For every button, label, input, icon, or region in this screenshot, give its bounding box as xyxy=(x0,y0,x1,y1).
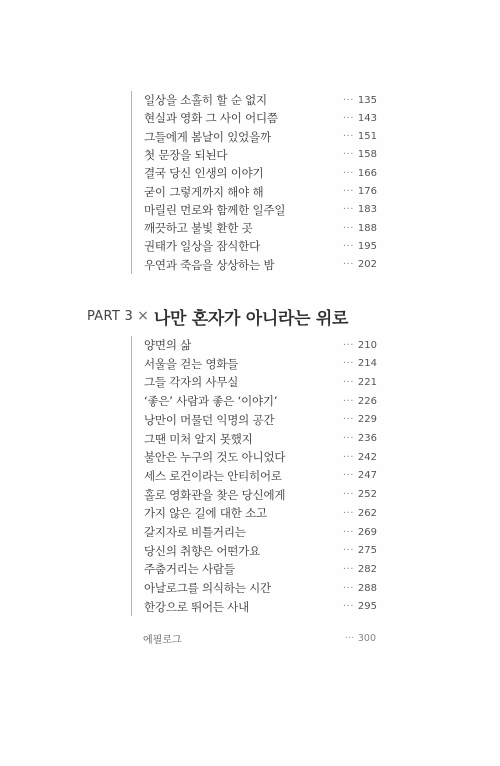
leader-dots: ··· xyxy=(342,433,354,444)
toc-entry[interactable] xyxy=(144,598,377,616)
leader-dots: ··· xyxy=(342,414,354,426)
toc-entry-page-number: 151 xyxy=(357,131,377,143)
toc-entry[interactable] xyxy=(144,392,377,410)
toc-entry-page xyxy=(343,414,377,425)
leader-dots: ··· xyxy=(344,632,354,644)
part3-label: PART 3 xyxy=(87,308,134,324)
part3-title: 나만 혼자가 아니라는 위로 xyxy=(153,308,349,329)
toc-entry-page xyxy=(343,433,377,444)
toc-entry-title: 불안은 누구의 것도 아니었다 xyxy=(144,450,286,465)
toc-entry-page xyxy=(343,470,377,481)
leader-dots: ··· xyxy=(342,470,354,482)
toc-entry-page-number: 226 xyxy=(357,395,377,407)
toc-entry-page xyxy=(343,241,377,252)
toc-entry-title: ‘좋은’ 사람과 좋은 ‘이야기’ xyxy=(144,394,278,409)
toc-entry-page xyxy=(343,396,377,407)
toc-entry[interactable] xyxy=(144,467,377,485)
toc-entry[interactable] xyxy=(144,336,377,354)
epilogue-page xyxy=(345,633,376,644)
toc-entry[interactable] xyxy=(144,146,377,164)
toc-entry-page xyxy=(343,489,377,500)
leader-dots: ··· xyxy=(342,186,354,197)
toc-entry[interactable] xyxy=(144,560,377,578)
toc-entry-page-number: 295 xyxy=(357,601,377,613)
toc-entry[interactable] xyxy=(144,237,377,255)
toc-entry[interactable] xyxy=(144,448,377,466)
toc-entry-page-number: 214 xyxy=(357,358,377,370)
toc-entry-page xyxy=(343,95,377,106)
toc-entry-title: 깨끗하고 불빛 환한 곳 xyxy=(144,221,253,236)
toc-entry-title: 굳이 그렇게까지 해야 해 xyxy=(144,184,264,199)
toc-entry-page-number: 242 xyxy=(357,451,377,463)
toc-entry-page-number: 269 xyxy=(357,526,377,538)
leader-dots: ··· xyxy=(342,259,354,271)
toc-entry-page-number: 143 xyxy=(357,112,377,124)
toc-entry-page-number: 262 xyxy=(357,507,377,519)
toc-entry-page-number: 188 xyxy=(357,222,377,234)
toc-epilogue-entry[interactable] xyxy=(143,630,376,646)
toc-part3-list xyxy=(131,336,377,616)
leader-dots: ··· xyxy=(342,582,354,594)
toc-entry-page xyxy=(343,259,377,270)
leader-dots: ··· xyxy=(342,240,354,252)
toc-entry-title: 결국 당신 인생의 이야기 xyxy=(144,166,264,181)
leader-dots: ··· xyxy=(342,489,354,501)
toc-entry-page-number: 176 xyxy=(357,186,377,197)
toc-entry-page xyxy=(343,545,377,556)
toc-entry-page xyxy=(343,377,377,388)
toc-entry[interactable] xyxy=(144,542,377,560)
toc-entry-title: 홀로 영화관을 찾은 당신에게 xyxy=(144,487,286,502)
leader-dots: ··· xyxy=(342,149,354,161)
leader-dots: ··· xyxy=(342,451,354,463)
toc-entry-title: 주춤거리는 사람들 xyxy=(144,562,235,577)
toc-entry-page-number: 229 xyxy=(357,414,377,426)
toc-entry-page xyxy=(343,601,377,612)
toc-entry[interactable] xyxy=(144,219,377,237)
toc-entry[interactable] xyxy=(144,91,377,109)
toc-entry[interactable] xyxy=(144,256,377,274)
toc-entry-page-number: 236 xyxy=(357,433,377,444)
toc-entry-page xyxy=(343,583,377,594)
toc-entry-page xyxy=(343,186,377,197)
leader-dots: ··· xyxy=(342,395,354,407)
toc-entry-page xyxy=(343,527,377,538)
toc-entry[interactable] xyxy=(144,128,377,146)
leader-dots: ··· xyxy=(342,563,354,575)
leader-dots: ··· xyxy=(342,112,354,124)
toc-entry-page xyxy=(343,340,377,351)
toc-entry-title: 일상을 소홀히 할 순 없지 xyxy=(144,93,267,107)
toc-entry[interactable] xyxy=(144,523,377,541)
toc-entry-page-number: 221 xyxy=(357,376,377,388)
toc-entry-page xyxy=(343,223,377,234)
toc-entry-title: 그들에게 봄날이 있었을까 xyxy=(144,129,271,144)
toc-entry-page xyxy=(343,168,377,179)
toc-entry-title: 한강으로 뛰어든 사내 xyxy=(144,599,250,614)
toc-entry-page-number: 166 xyxy=(357,167,377,179)
epilogue-page-number: 300 xyxy=(357,632,376,644)
leader-dots: ··· xyxy=(342,376,354,388)
toc-entry-title: 우연과 죽음을 상상하는 밤 xyxy=(144,257,275,272)
toc-entry-title: 양면의 삶 xyxy=(144,338,192,352)
toc-entry-page-number: 252 xyxy=(357,489,377,501)
toc-entry-page xyxy=(343,113,377,124)
leader-dots: ··· xyxy=(342,507,354,519)
toc-entry[interactable] xyxy=(144,430,377,448)
toc-entry-title: 권태가 일상을 잠식한다 xyxy=(144,239,260,254)
toc-entry-page xyxy=(343,508,377,519)
toc-entry-page xyxy=(343,452,377,463)
toc-entry-title: 현실과 영화 그 사이 어디쯤 xyxy=(144,111,278,126)
leader-dots: ··· xyxy=(342,131,354,143)
leader-dots: ··· xyxy=(342,358,354,370)
toc-entry[interactable] xyxy=(144,355,377,373)
toc-entry[interactable] xyxy=(144,164,377,182)
part3-separator: × xyxy=(137,308,149,324)
toc-entry-page-number: 275 xyxy=(357,545,377,557)
toc-entry-page xyxy=(343,131,377,142)
leader-dots: ··· xyxy=(342,545,354,557)
toc-entry-title: 그들 각자의 사무실 xyxy=(144,375,239,390)
toc-entry-title: 가지 않은 길에 대한 소고 xyxy=(144,506,267,521)
toc-entry[interactable] xyxy=(144,109,377,127)
toc-entry-page xyxy=(343,149,377,160)
toc-entry-page-number: 282 xyxy=(357,563,377,575)
toc-entry[interactable] xyxy=(144,486,377,504)
toc-entry-title: 갈지자로 비틀거리는 xyxy=(144,525,246,539)
toc-entry-page-number: 158 xyxy=(357,149,377,161)
toc-entry-title: 아날로그를 의식하는 시간 xyxy=(144,581,271,596)
toc-entry-page-number: 247 xyxy=(357,470,377,482)
toc-entry[interactable] xyxy=(144,411,377,429)
toc-entry-title: 서울을 걷는 영화들 xyxy=(144,356,239,371)
part3-header xyxy=(87,304,348,328)
leader-dots: ··· xyxy=(342,601,354,613)
toc-entry-title: 당신의 취향은 어떤가요 xyxy=(144,543,260,558)
leader-dots: ··· xyxy=(342,167,354,179)
toc-entry-page-number: 135 xyxy=(357,94,377,106)
toc-entry-page-number: 210 xyxy=(357,339,377,351)
toc-entry-page xyxy=(343,204,377,215)
toc-entry-page-number: 288 xyxy=(357,582,377,594)
leader-dots: ··· xyxy=(342,339,354,351)
toc-entry[interactable] xyxy=(144,579,377,597)
toc-entry-page-number: 202 xyxy=(357,259,377,271)
toc-entry[interactable] xyxy=(144,373,377,391)
toc-entry-title: 낭만이 머물던 익명의 공간 xyxy=(144,412,275,427)
toc-entry-page-number: 195 xyxy=(357,240,377,252)
leader-dots: ··· xyxy=(342,94,354,106)
toc-entry[interactable] xyxy=(144,201,377,219)
toc-entry-page xyxy=(343,564,377,575)
leader-dots: ··· xyxy=(342,204,354,216)
toc-entry-title: 그땐 미처 알지 못했지 xyxy=(144,431,253,446)
toc-part2-list xyxy=(131,91,377,274)
epilogue-title: 에필로그 xyxy=(143,634,182,646)
toc-entry-title: 첫 문장을 되뇐다 xyxy=(144,147,228,162)
toc-entry[interactable] xyxy=(144,504,377,522)
leader-dots: ··· xyxy=(342,222,354,234)
toc-entry-page xyxy=(343,358,377,369)
toc-entry-title: 세스 로건이라는 안티히어로 xyxy=(144,468,282,483)
leader-dots: ··· xyxy=(342,526,354,538)
toc-entry-title: 마릴린 먼로와 함께한 일주일 xyxy=(144,202,286,217)
toc-entry-page-number: 183 xyxy=(357,204,377,216)
toc-entry[interactable] xyxy=(144,183,377,201)
